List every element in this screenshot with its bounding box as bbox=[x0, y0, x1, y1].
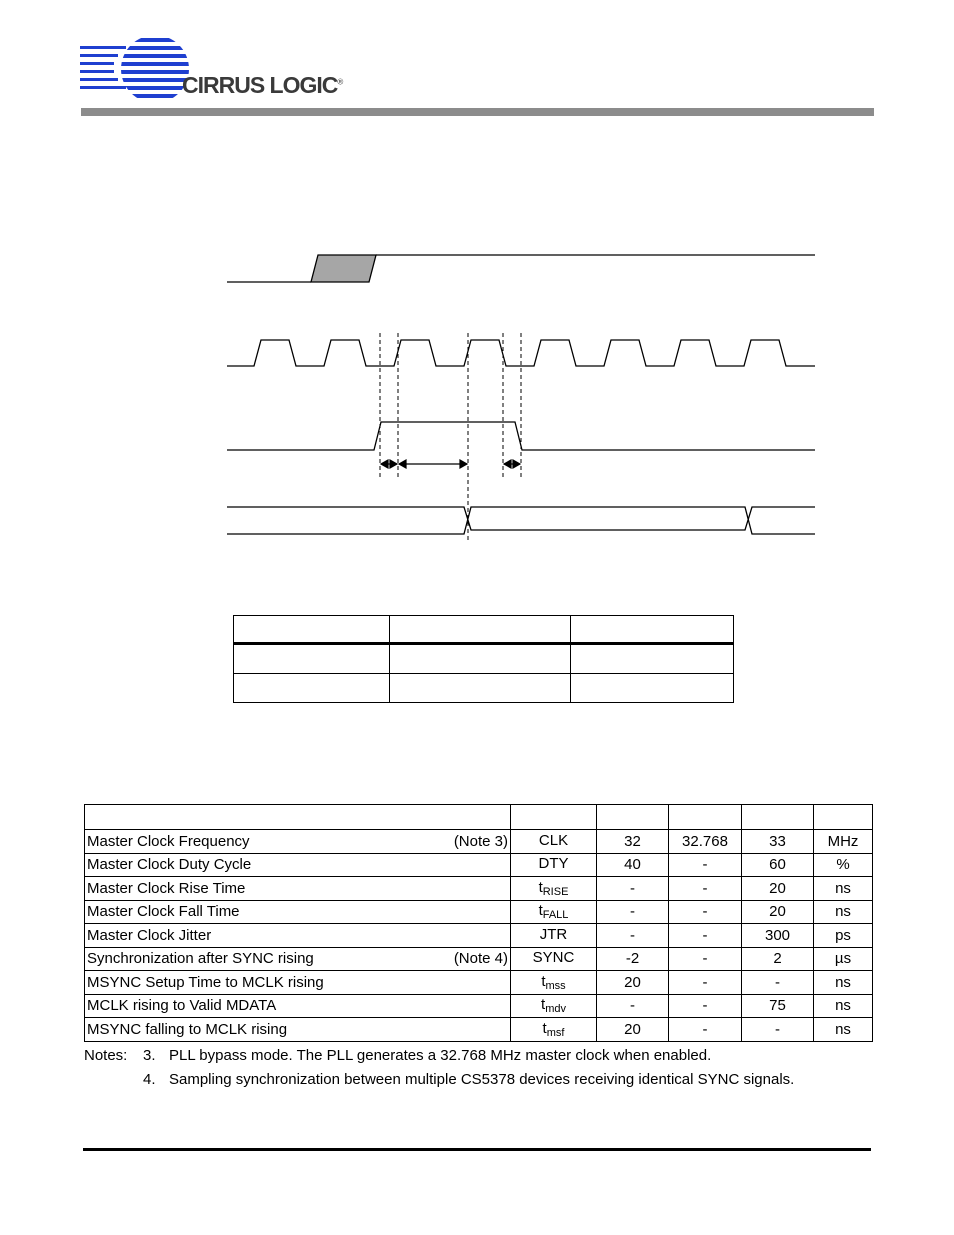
symbol: DTY bbox=[538, 855, 569, 873]
spec-table-row bbox=[85, 830, 873, 854]
parameter-cell bbox=[85, 924, 511, 948]
typ-value: - bbox=[669, 853, 742, 877]
typ-value: - bbox=[669, 877, 742, 901]
note-reference: (Note 3) bbox=[453, 832, 508, 850]
unit-value: ns bbox=[814, 1018, 873, 1042]
parameter-cell bbox=[85, 947, 511, 971]
symbol: CLK bbox=[538, 831, 569, 849]
empty-table-row bbox=[234, 644, 734, 674]
note-text: PLL bypass mode. The PLL generates a 32.768 MHz master clock when enabled. bbox=[169, 1047, 712, 1064]
unit-value: ns bbox=[814, 877, 873, 901]
symbol: t bbox=[541, 972, 546, 990]
symbol: t bbox=[541, 996, 546, 1014]
sync-transition-shade bbox=[311, 255, 376, 282]
parameter-name: Master Clock Jitter bbox=[87, 926, 212, 944]
min-value: 32 bbox=[597, 830, 669, 854]
max-value: 300 bbox=[742, 924, 814, 948]
parameter-name: MCLK rising to Valid MDATA bbox=[87, 997, 277, 1015]
typ-value: - bbox=[669, 900, 742, 924]
parameter-name: Master Clock Fall Time bbox=[87, 903, 240, 921]
empty-table-row bbox=[234, 674, 734, 703]
spec-table-row bbox=[85, 971, 873, 995]
spec-table-row bbox=[85, 994, 873, 1018]
symbol: SYNC bbox=[532, 949, 575, 967]
min-value: - bbox=[597, 877, 669, 901]
spec-table-row bbox=[85, 877, 873, 901]
max-value: 20 bbox=[742, 877, 814, 901]
unit-value: % bbox=[814, 853, 873, 877]
typ-value: - bbox=[669, 924, 742, 948]
arrow-c-head-right bbox=[513, 460, 520, 468]
arrow-a-head-right bbox=[390, 460, 397, 468]
max-value: - bbox=[742, 971, 814, 995]
min-value: -2 bbox=[597, 947, 669, 971]
spec-table-row bbox=[85, 1018, 873, 1042]
parameter-name: Master Clock Frequency bbox=[87, 832, 250, 850]
symbol-subscript: FALL bbox=[542, 909, 569, 922]
symbol-cell bbox=[511, 877, 597, 901]
parameter-cell bbox=[85, 853, 511, 877]
symbol-subscript: mdv bbox=[545, 1003, 566, 1016]
max-value: - bbox=[742, 1018, 814, 1042]
min-value: 20 bbox=[597, 971, 669, 995]
unit-value: µs bbox=[814, 947, 873, 971]
parameter-name: MSYNC Setup Time to MCLK rising bbox=[87, 973, 324, 991]
symbol-cell bbox=[511, 830, 597, 854]
unit-value: ns bbox=[814, 994, 873, 1018]
parameter-cell bbox=[85, 1018, 511, 1042]
symbol-cell bbox=[511, 971, 597, 995]
spec-table-header-row bbox=[85, 805, 873, 830]
min-value: - bbox=[597, 900, 669, 924]
unit-value: ns bbox=[814, 900, 873, 924]
note-reference: (Note 4) bbox=[453, 950, 508, 968]
spec-table-row bbox=[85, 924, 873, 948]
symbol-subscript: mss bbox=[545, 979, 566, 992]
symbol-cell bbox=[511, 853, 597, 877]
symbol-cell bbox=[511, 1018, 597, 1042]
typ-value: - bbox=[669, 1018, 742, 1042]
parameter-name: Synchronization after SYNC rising bbox=[87, 950, 314, 968]
arrow-b-head-right bbox=[460, 460, 467, 468]
symbol-cell bbox=[511, 924, 597, 948]
spec-table-row bbox=[85, 900, 873, 924]
typ-value: - bbox=[669, 971, 742, 995]
typ-value: - bbox=[669, 994, 742, 1018]
symbol-subscript: RISE bbox=[542, 885, 569, 898]
max-value: 33 bbox=[742, 830, 814, 854]
parameter-cell bbox=[85, 994, 511, 1018]
min-value: 20 bbox=[597, 1018, 669, 1042]
max-value: 75 bbox=[742, 994, 814, 1018]
unit-value: ps bbox=[814, 924, 873, 948]
symbol-subscript: msf bbox=[546, 1026, 565, 1039]
note-number: 3. bbox=[143, 1047, 156, 1064]
parameter-name: Master Clock Rise Time bbox=[87, 879, 246, 897]
arrow-c-head-left bbox=[504, 460, 511, 468]
max-value: 2 bbox=[742, 947, 814, 971]
symbol-cell bbox=[511, 947, 597, 971]
parameter-cell bbox=[85, 900, 511, 924]
parameter-cell bbox=[85, 830, 511, 854]
typ-value: - bbox=[669, 947, 742, 971]
spec-table-row bbox=[85, 853, 873, 877]
parameter-name: Master Clock Duty Cycle bbox=[87, 856, 252, 874]
note-number: 4. bbox=[143, 1071, 156, 1088]
symbol-cell bbox=[511, 900, 597, 924]
symbol: JTR bbox=[539, 925, 568, 943]
empty-grid-table bbox=[233, 615, 734, 703]
symbol: t bbox=[542, 1019, 547, 1037]
arrow-b-head-left bbox=[399, 460, 406, 468]
note-text: Sampling synchronization between multiple CS5378 devices receiving identical SYNC signals. bbox=[169, 1071, 795, 1088]
parameter-cell bbox=[85, 971, 511, 995]
max-value: 60 bbox=[742, 853, 814, 877]
parameter-name: MSYNC falling to MCLK rising bbox=[87, 1020, 288, 1038]
min-value: - bbox=[597, 994, 669, 1018]
unit-value: MHz bbox=[814, 830, 873, 854]
symbol-cell bbox=[511, 994, 597, 1018]
data-bus-top bbox=[227, 507, 815, 530]
unit-value: ns bbox=[814, 971, 873, 995]
parameter-cell bbox=[85, 877, 511, 901]
max-value: 20 bbox=[742, 900, 814, 924]
symbol: t bbox=[538, 878, 543, 896]
min-value: 40 bbox=[597, 853, 669, 877]
spec-table bbox=[84, 804, 873, 1042]
min-value: - bbox=[597, 924, 669, 948]
typ-value: 32.768 bbox=[669, 830, 742, 854]
empty-table-header-row bbox=[234, 616, 734, 644]
symbol: t bbox=[538, 902, 543, 920]
spec-table-row bbox=[85, 947, 873, 971]
arrow-a-head-left bbox=[381, 460, 388, 468]
timing-diagram bbox=[0, 0, 954, 560]
brand-wordmark: CIRRUS LOGIC® bbox=[182, 72, 343, 98]
footer-rule bbox=[83, 1148, 871, 1151]
notes-label: Notes: bbox=[84, 1047, 128, 1064]
